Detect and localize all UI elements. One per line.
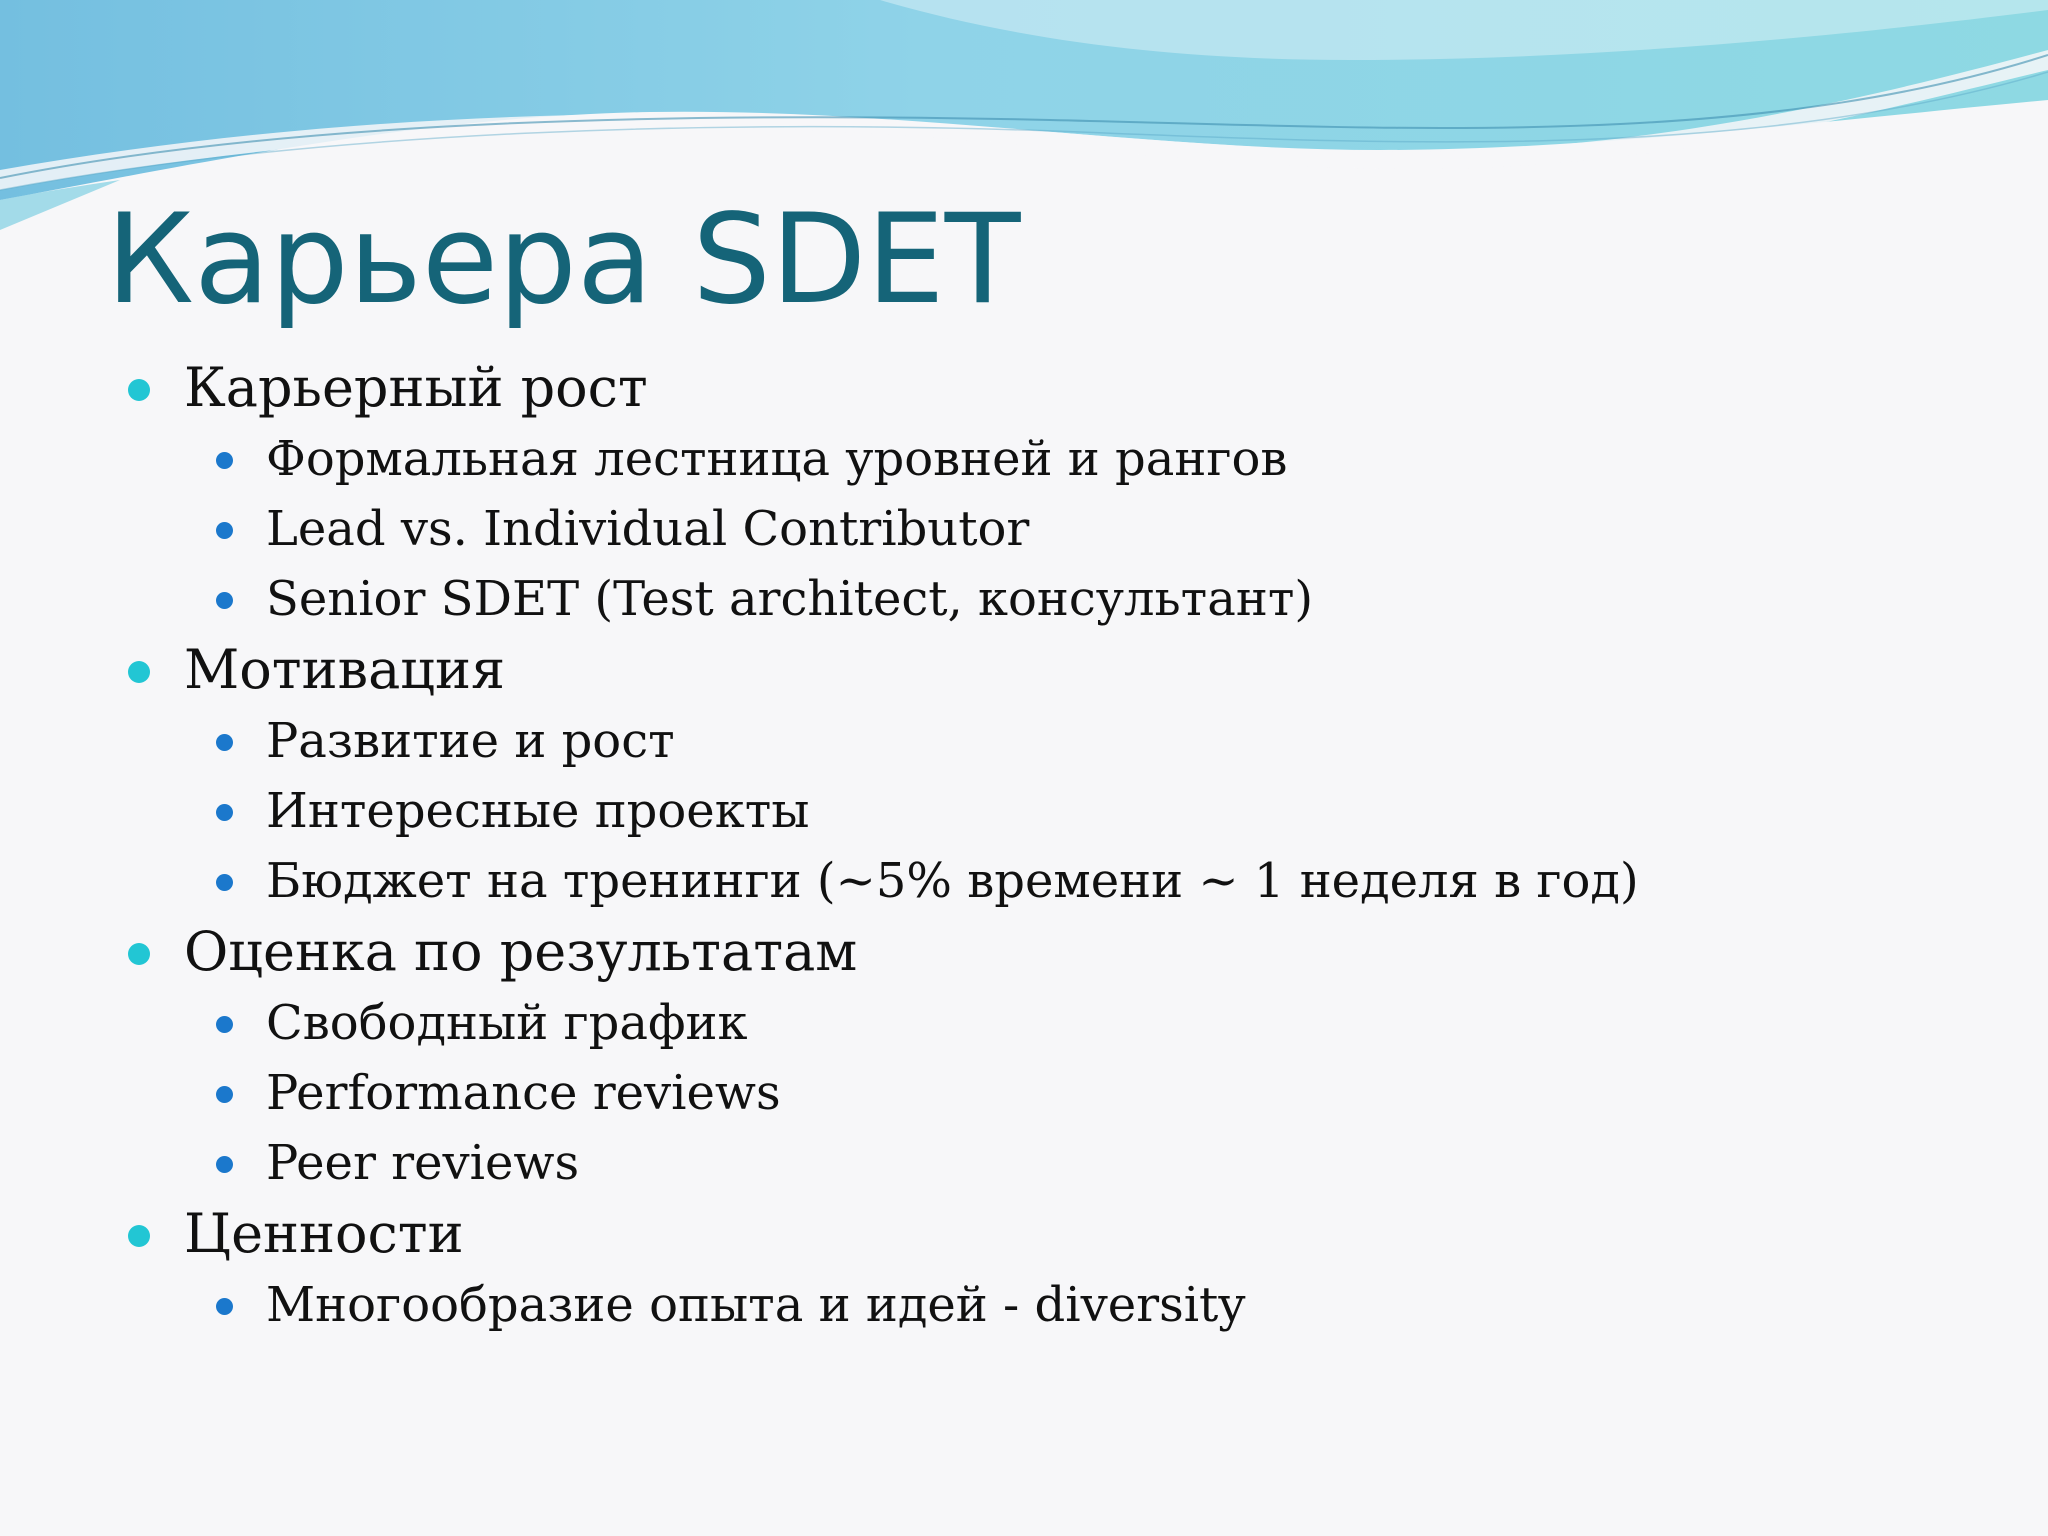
bullet-dot-icon	[128, 1225, 150, 1247]
sub-bullet-text: Lead vs. Individual Contributor	[266, 501, 1030, 557]
bullet-dot-icon	[128, 661, 150, 683]
sub-bullet-dot-icon	[216, 452, 233, 469]
bullet-dot-icon	[128, 379, 150, 401]
sub-bullet-dot-icon	[216, 1156, 233, 1173]
sub-bullet-dot-icon	[216, 1298, 233, 1315]
sub-bullet-text: Формальная лестница уровней и рангов	[266, 431, 1288, 487]
sub-bullet-item	[0, 1128, 2048, 1198]
bullet-item-values	[0, 1198, 2048, 1270]
bullet-text: Оценка по результатам	[184, 920, 858, 983]
sub-bullet-dot-icon	[216, 734, 233, 751]
sub-bullet-text: Интересные проекты	[266, 783, 810, 839]
sub-bullet-text: Peer reviews	[266, 1135, 580, 1191]
sub-bullet-dot-icon	[216, 1016, 233, 1033]
bullet-list	[0, 352, 2048, 1340]
bullet-text: Мотивация	[184, 638, 506, 701]
bullet-text: Ценности	[184, 1202, 464, 1265]
slide-title: Карьера SDET	[106, 188, 1021, 332]
sub-bullet-dot-icon	[216, 874, 233, 891]
sub-bullet-dot-icon	[216, 804, 233, 821]
bullet-item-career-growth	[0, 352, 2048, 424]
sub-bullet-dot-icon	[216, 592, 233, 609]
bullet-item-motivation	[0, 634, 2048, 706]
sub-bullet-text: Многообразие опыта и идей - diversity	[266, 1277, 1246, 1333]
bullet-dot-icon	[128, 943, 150, 965]
bullet-item-performance	[0, 916, 2048, 988]
sub-bullet-item	[0, 706, 2048, 776]
bullet-text: Карьерный рост	[184, 356, 648, 419]
sub-bullet-dot-icon	[216, 1086, 233, 1103]
sub-bullet-item	[0, 776, 2048, 846]
sub-bullet-item	[0, 564, 2048, 634]
sub-bullet-item	[0, 988, 2048, 1058]
sub-bullet-item	[0, 1270, 2048, 1340]
sub-bullet-dot-icon	[216, 522, 233, 539]
sub-bullet-text: Свободный график	[266, 995, 748, 1051]
sub-bullet-item	[0, 1058, 2048, 1128]
sub-bullet-text: Развитие и рост	[266, 713, 675, 769]
sub-bullet-item	[0, 846, 2048, 916]
sub-bullet-item	[0, 494, 2048, 564]
sub-bullet-text: Performance reviews	[266, 1065, 781, 1121]
sub-bullet-text: Senior SDET (Test architect, консультант)	[266, 571, 1314, 627]
sub-bullet-item	[0, 424, 2048, 494]
sub-bullet-text: Бюджет на тренинги (~5% времени ~ 1 неделя в год)	[266, 853, 1639, 909]
